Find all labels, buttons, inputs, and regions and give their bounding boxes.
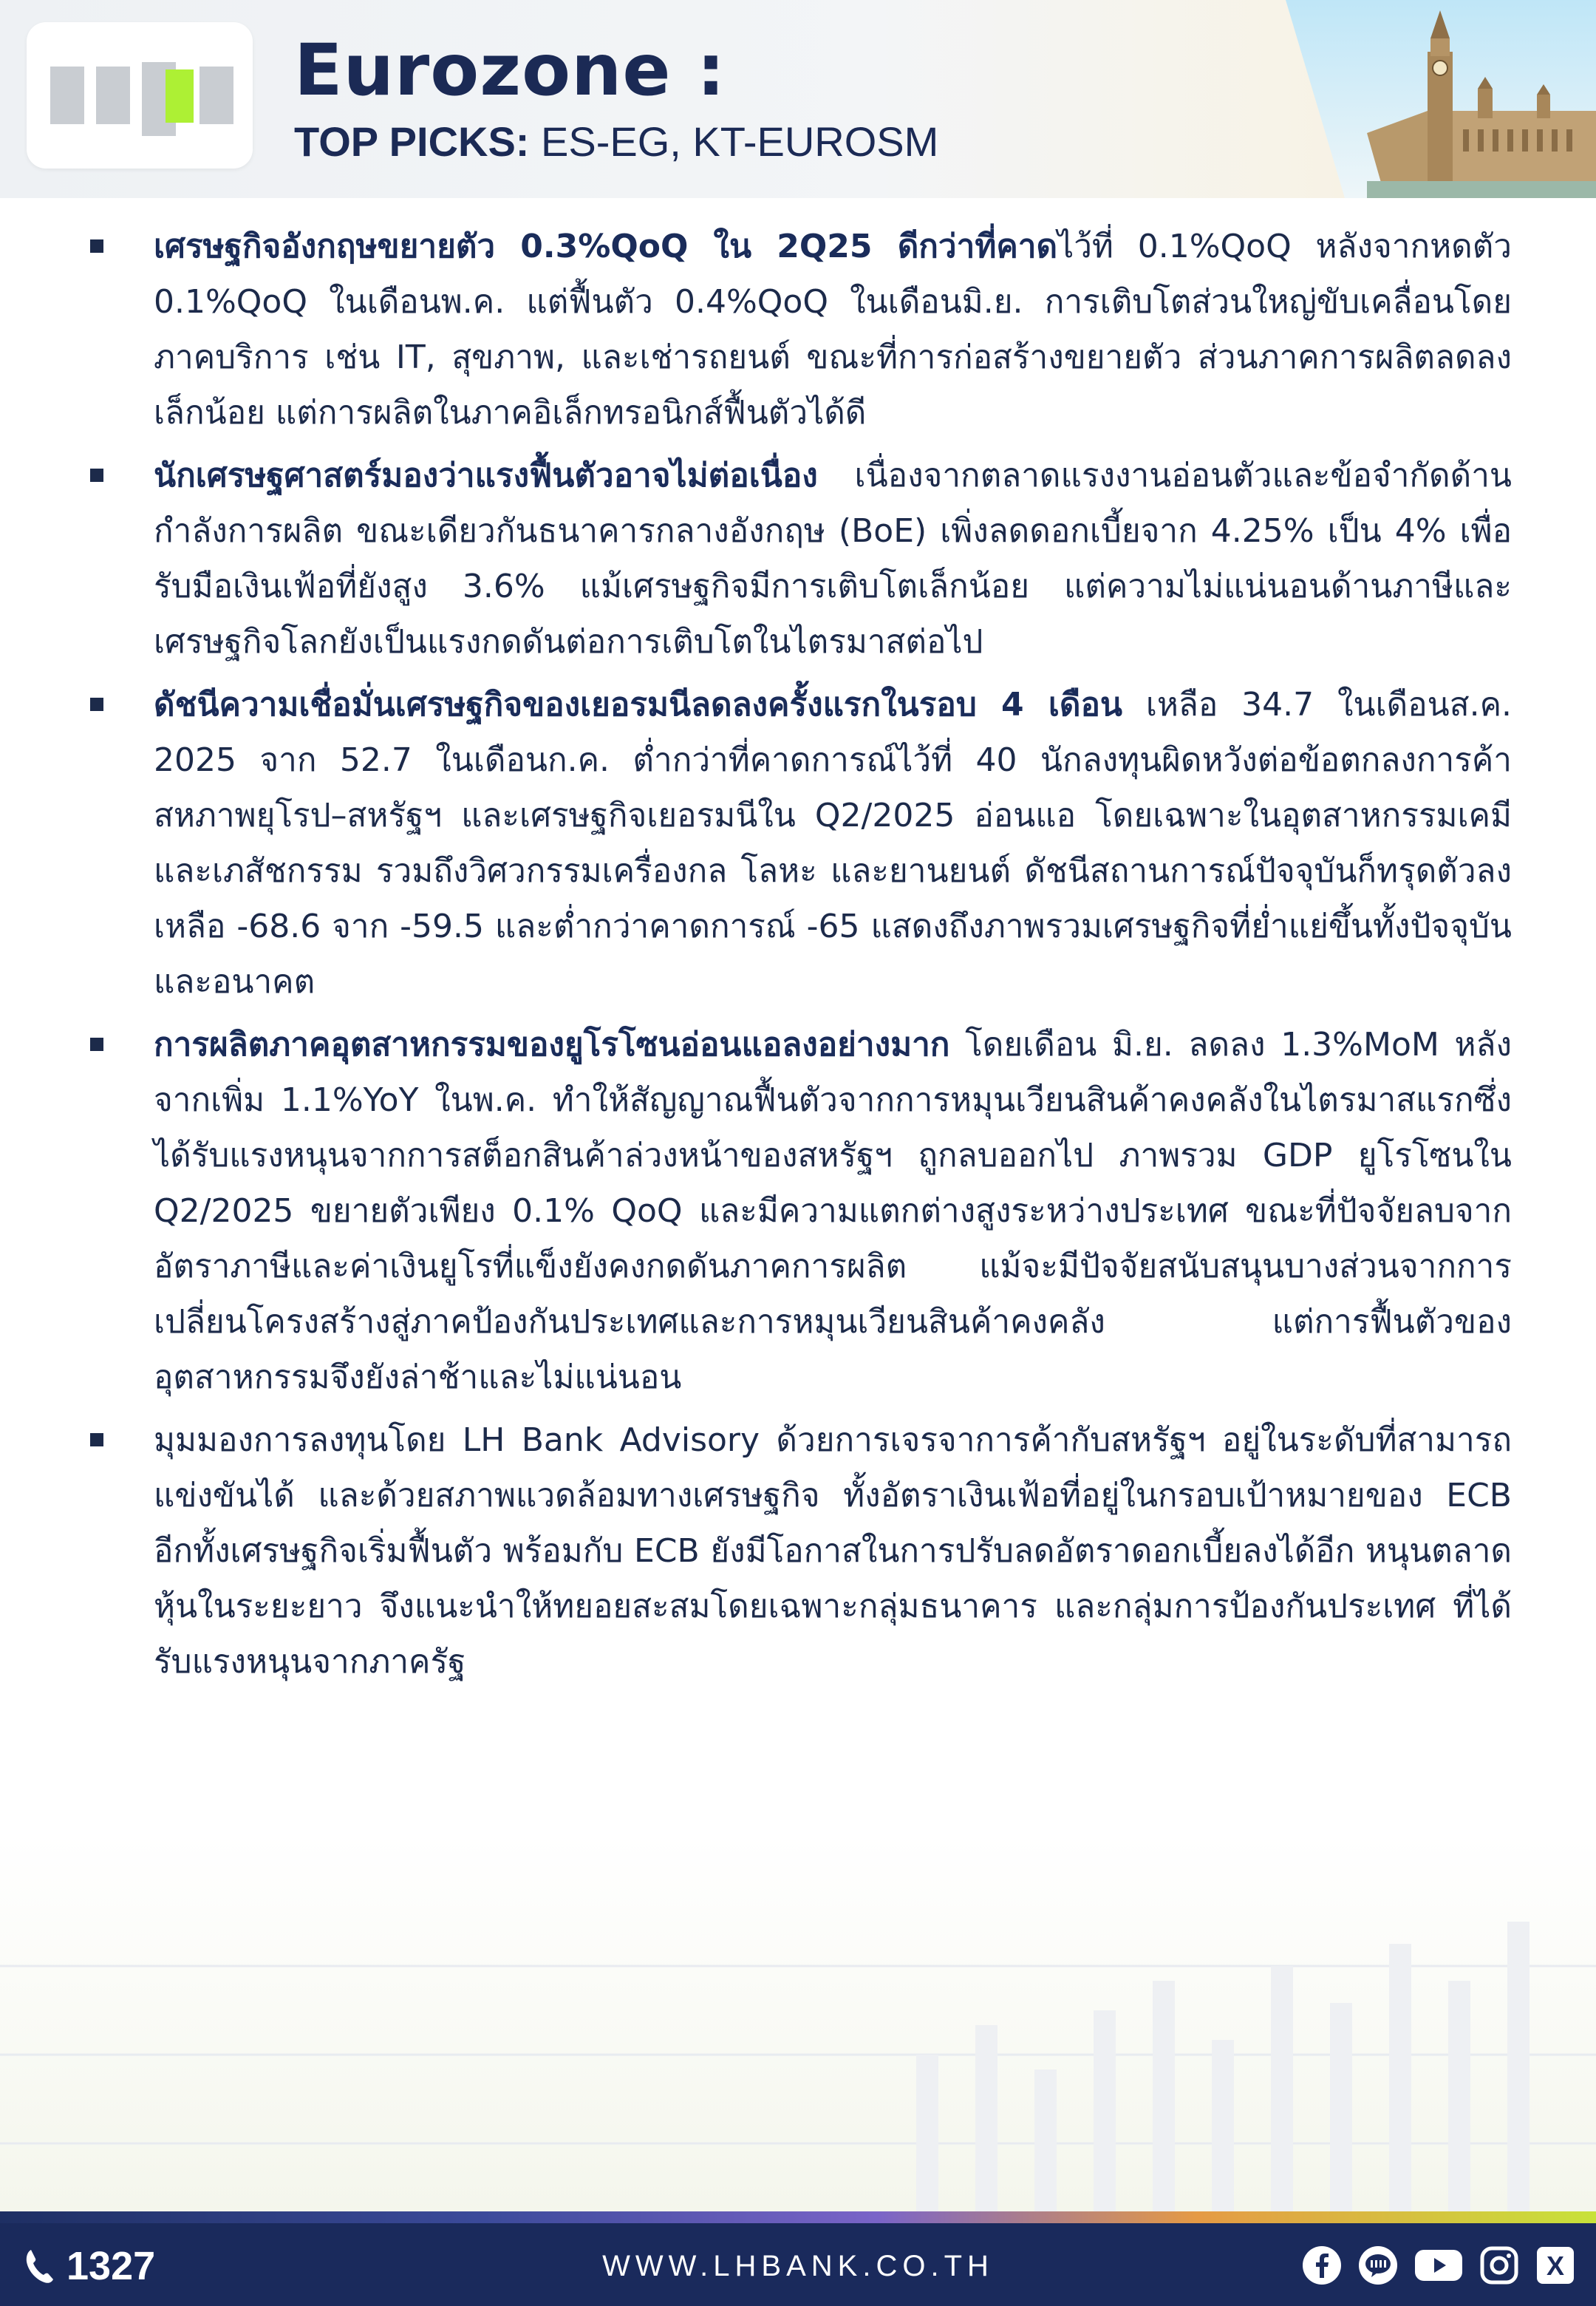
paragraph-text: มุมมองการลงทุนโดย LH Bank Advisory ด้วยการเจรจาการค้ากับสหรัฐฯ อยู่ในระดับที่สามารถแข่งขันได้ และด้วยสภาพแวดล้อมทางเศรษฐกิจ ทั้งอัตราเงินเฟ้อที่อยู่ในกรอบเป้าหมายของ ECB อีกทั้งเศรษฐกิจเริ่มฟื้นตัว พร้อมกับ ECB ยังมีโอกาสในการปรับลดอัตราดอกเบี้ยลงได้อีก หนุนตลาดหุ้นในระยะยาว จึงแนะนำให้ทยอยสะสมโดยเฉพาะกลุ่มธนาคาร และกลุ่มการป้องกันประเทศ ที่ได้รับแรงหนุนจากภาครัฐ: [154, 1421, 1512, 1681]
bullet-icon: [90, 469, 103, 482]
list-item: [87, 677, 1512, 1010]
top-picks-value: ES-EG, KT-EUROSM: [529, 118, 939, 165]
paragraph-heading: เศรษฐกิจอังกฤษขยายตัว 0.3%QoQ ใน 2Q25 ดีกว่าที่คาด: [154, 228, 1058, 265]
website-link[interactable]: WWW.LHBANK.CO.TH: [602, 2250, 994, 2282]
list-item: [87, 219, 1512, 441]
facebook-icon[interactable]: [1302, 2245, 1342, 2285]
paragraph-text: เนื่องจากตลาดแรงงานอ่อนตัวและข้อจำกัดด้านกำลังการผลิต ขณะเดียวกันธนาคารกลางอังกฤษ (BoE) เพิ่งลดดอกเบี้ยจาก 4.25% เป็น 4% เพื่อรับมือเงินเฟ้อที่ยังสูง 3.6% แม้เศรษฐกิจมีการเติบโตเล็กน้อย แต่ความไม่แน่นอนด้านภาษีและเศรษฐกิจโลกยังเป็นแรงกดดันต่อการเติบโตในไตรมาสต่อไป: [154, 457, 1512, 661]
paragraph-heading: ดัชนีความเชื่อมั่นเศรษฐกิจของเยอรมนีลดลงครั้งแรกในรอบ 4 เดือน: [154, 686, 1122, 724]
bullet-icon: [90, 1433, 103, 1446]
youtube-icon[interactable]: [1414, 2245, 1463, 2285]
paragraph: [154, 1017, 1512, 1405]
paragraph-heading: นักเศรษฐศาสตร์มองว่าแรงฟื้นตัวอาจไม่ต่อเนื่อง: [154, 457, 818, 494]
page-subtitle: [294, 118, 938, 166]
x-icon[interactable]: [1535, 2245, 1575, 2285]
instagram-icon[interactable]: [1479, 2245, 1519, 2285]
footer: [0, 2223, 1596, 2306]
paragraph: [154, 677, 1512, 1010]
phone-number: 1327: [66, 2244, 156, 2288]
paragraph: [154, 448, 1512, 670]
london-skyline-image: [1256, 0, 1596, 198]
content-list: [87, 219, 1512, 1697]
paragraph-text: เหลือ 34.7 ในเดือนส.ค. 2025 จาก 52.7 ในเดือนก.ค. ต่ำกว่าที่คาดการณ์ไว้ที่ 40 นักลงทุนผิดหวังต่อข้อตกลงการค้าสหภาพยุโรป–สหรัฐฯ และเศรษฐกิจเยอรมนีใน Q2/2025 อ่อนแอ โดยเฉพาะในอุตสาหกรรมเคมีและเภสัชกรรม รวมถึงวิศวกรรมเครื่องกล โลหะ และยานยนต์ ดัชนีสถานการณ์ปัจจุบันก็ทรุดตัวลงเหลือ -68.6 จาก -59.5 และต่ำกว่าคาดการณ์ -65 แสดงถึงภาพรวมเศรษฐกิจที่ย่ำแย่ขึ้นทั้งปัจจุบันและอนาคต: [154, 686, 1512, 1001]
background-chart-decoration: [0, 1833, 1596, 2217]
paragraph: [154, 1412, 1512, 1690]
paragraph-heading: การผลิตภาคอุตสาหกรรมของยูโรโซนอ่อนแอลงอย่างมาก: [154, 1026, 950, 1064]
x-icon-letter: X: [1546, 2251, 1565, 2281]
bullet-icon: [90, 239, 103, 253]
paragraph-text: โดยเดือน มิ.ย. ลดลง 1.3%MoM หลังจากเพิ่ม 1.1%YoY ในพ.ค. ทำให้สัญญาณฟื้นตัวจากการหมุนเวียนสินค้าคงคลังในไตรมาสแรกซึ่งได้รับแรงหนุนจากการสต็อกสินค้าล่วงหน้าของสหรัฐฯ ถูกลบออกไป ภาพรวม GDP ยูโรโซนใน Q2/2025 ขยายตัวเพียง 0.1% QoQ และมีความแตกต่างสูงระหว่างประเทศ ขณะที่ปัจจัยลบจากอัตราภาษีและค่าเงินยูโรที่แข็งยังคงกดดันภาคการผลิต แม้จะมีปัจจัยสนับสนุนบางส่วนจากการเปลี่ยนโครงสร้างสู่ภาคป้องกันประเทศและการหมุนเวียนสินค้าคงคลัง แต่การฟื้นตัวของอุตสาหกรรมจึงยังล่าช้าและไม่แน่นอน: [154, 1026, 1512, 1396]
footer-gradient-line: [0, 2211, 1596, 2223]
header: [0, 0, 1596, 198]
paragraph: [154, 219, 1512, 441]
list-item: [87, 1017, 1512, 1405]
top-picks-label: TOP PICKS:: [294, 118, 530, 165]
logo-chart-icon: [27, 22, 253, 169]
page-title: Eurozone :: [294, 29, 726, 112]
bullet-icon: [90, 698, 103, 711]
bullet-icon: [90, 1038, 103, 1051]
paragraph-text: ไว้ที่ 0.1%QoQ หลังจากหดตัว 0.1%QoQ ในเดือนพ.ค. แต่ฟื้นตัว 0.4%QoQ ในเดือนมิ.ย. การเติบโตส่วนใหญ่ขับเคลื่อนโดยภาคบริการ เช่น IT, สุขภาพ, และเช่ารถยนต์ ขณะที่การก่อสร้างขยายตัว ส่วนภาคการผลิตลดลงเล็กน้อย แต่การผลิตในภาคอิเล็กทรอนิกส์ฟื้นตัวได้ดี: [154, 228, 1512, 432]
list-item: [87, 1412, 1512, 1690]
line-icon[interactable]: [1358, 2245, 1398, 2285]
list-item: [87, 448, 1512, 670]
